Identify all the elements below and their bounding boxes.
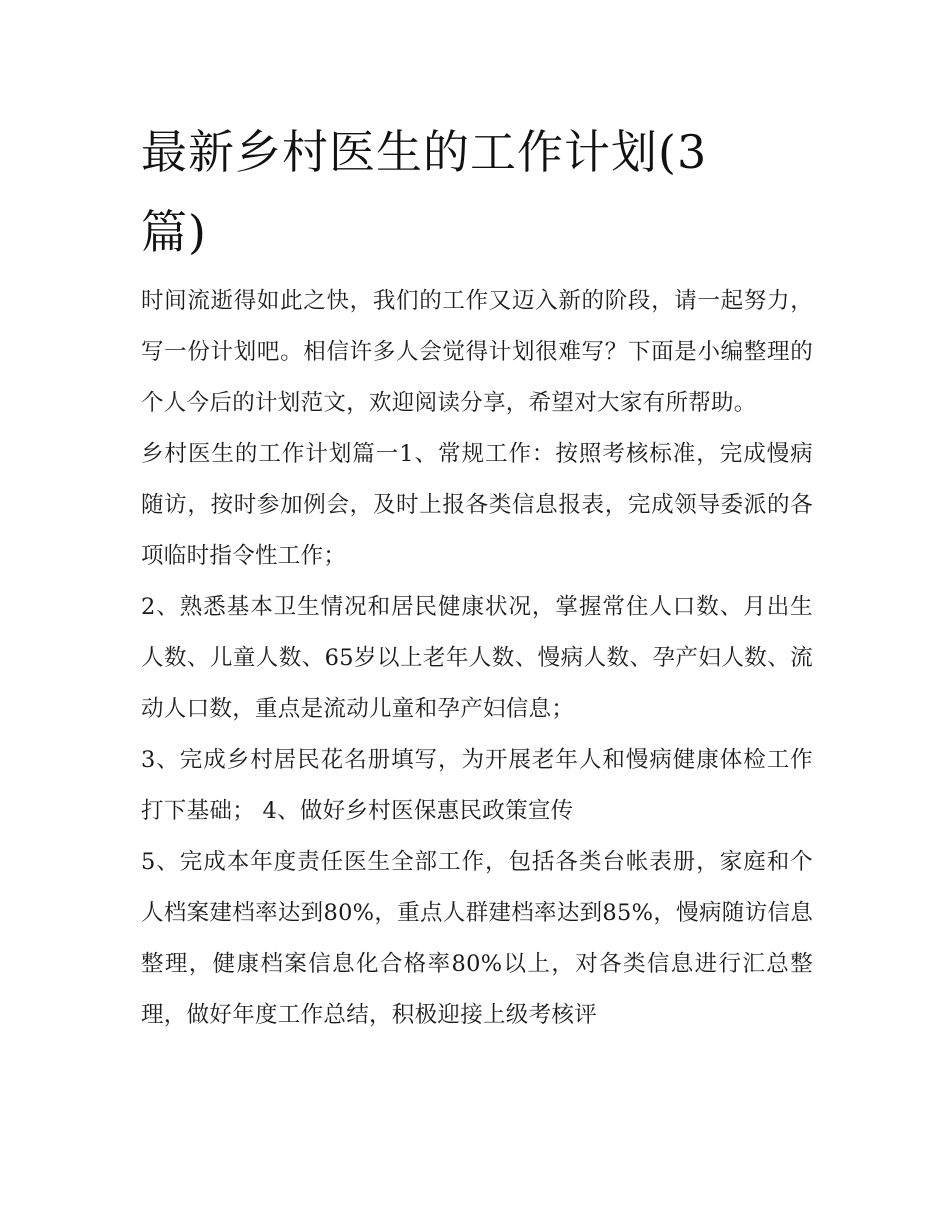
paragraph-item-2: 2、熟悉基本卫生情况和居民健康状况，掌握常住人口数、月出生人数、儿童人数、65岁以上老年人数、慢病人数、孕产妇人数、流动人口数，重点是流动儿童和孕产妇信息； — [141, 594, 813, 722]
paragraph-item-1: 乡村医生的工作计划篇一1、常规工作：按照考核标准，完成慢病随访，按时参加例会，及时上报各类信息报表，完成领导委派的各项临时指令性工作； — [141, 441, 813, 569]
paragraph-intro: 时间流逝得如此之快，我们的工作又迈入新的阶段，请一起努力，写一份计划吧。相信许多人会觉得计划很难写？下面是小编整理的个人今后的计划范文，欢迎阅读分享，希望对大家有所帮助。 — [141, 288, 813, 416]
paragraph-item-3-4: 3、完成乡村居民花名册填写，为开展老年人和慢病健康体检工作打下基础； 4、做好乡村医保惠民政策宣传 — [141, 747, 813, 824]
document-title: 最新乡村医生的工作计划(3篇) — [141, 125, 708, 259]
document-body — [141, 276, 813, 1041]
paragraph-item-5: 5、完成本年度责任医生全部工作，包括各类台帐表册，家庭和个人档案建档率达到80%，重点人群建档率达到85%，慢病随访信息整理，健康档案信息化合格率80%以上，对各类信息进行汇总整理，做好年度工作总结，积极迎接上级考核评 — [141, 849, 813, 1028]
